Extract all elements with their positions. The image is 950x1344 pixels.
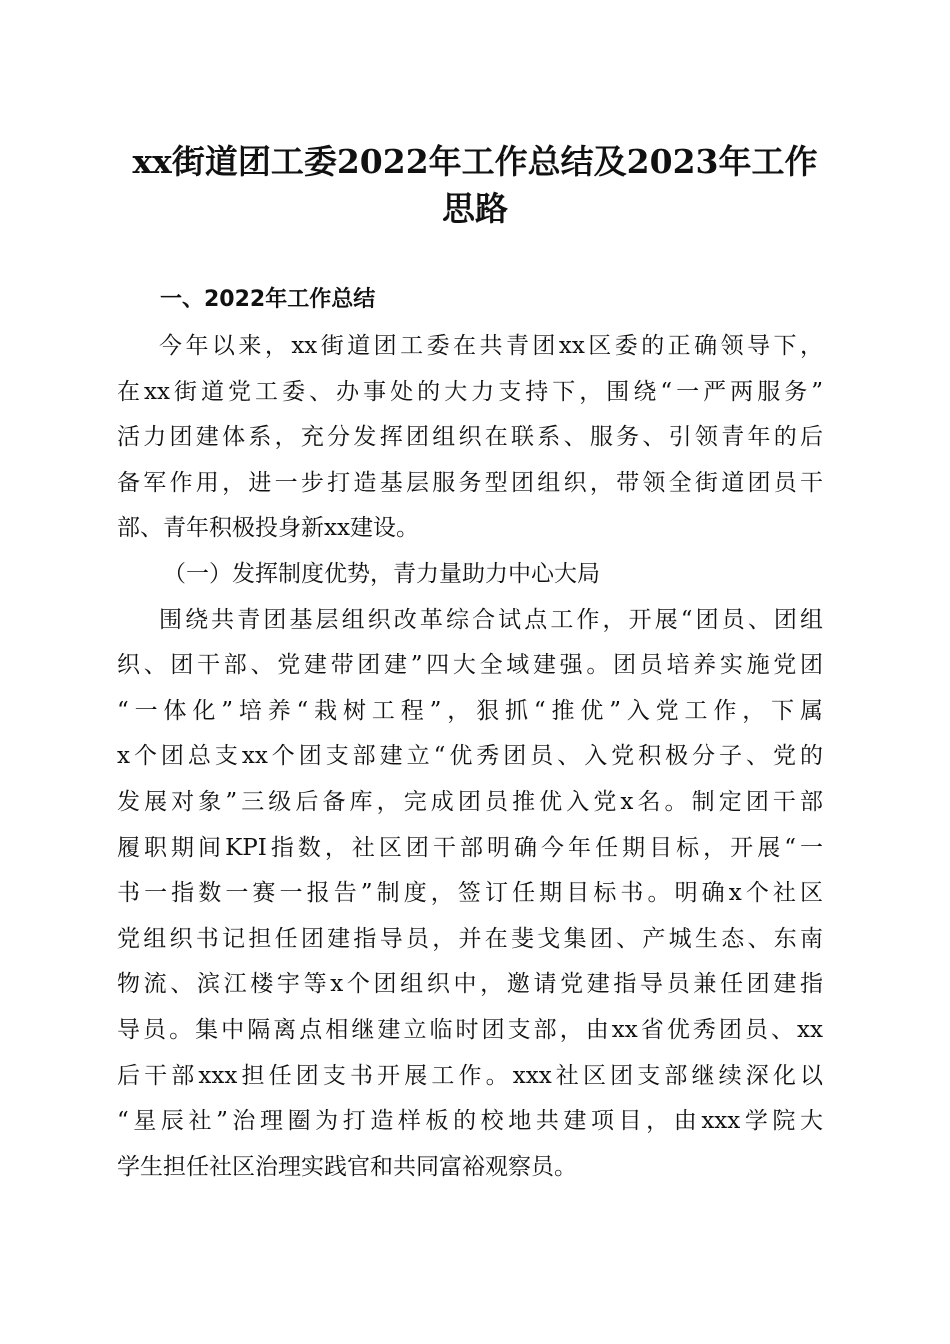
paragraph-line: 围绕共青团基层组织改革综合试点工作，开展“团员、团组 bbox=[159, 606, 823, 633]
paragraph-line: 活力团建体系，充分发挥团组织在联系、服务、引领青年的后 bbox=[117, 424, 823, 451]
paragraph-line: 履职期间KPI指数，社区团干部明确今年任期目标，开展“一 bbox=[117, 834, 823, 861]
title-line-1: xx街道团工委2022年工作总结及2023年工作 bbox=[132, 142, 818, 181]
paragraph-line: 备军作用，进一步打造基层服务型团组织，带领全街道团员干 bbox=[117, 469, 823, 496]
paragraph-line: 后干部xxx担任团支书开展工作。xxx社区团支部继续深化以 bbox=[117, 1062, 823, 1089]
paragraph-line: 学生担任社区治理实践官和共同富裕观察员。 bbox=[117, 1153, 577, 1180]
paragraph-line: 物流、滨江楼宇等x个团组织中，邀请党建指导员兼任团建指 bbox=[117, 971, 823, 998]
paragraph-line: 导员。集中隔离点相继建立临时团支部，由xx省优秀团员、xx bbox=[117, 1016, 823, 1043]
paragraph-line: “一体化”培养“栽树工程”，狠抓“推优”入党工作，下属 bbox=[117, 697, 823, 724]
title-line-2: 思路 bbox=[442, 189, 508, 228]
paragraph-line: 发展对象”三级后备库，完成团员推优入党x名。制定团干部 bbox=[117, 788, 823, 815]
paragraph-line: 书一指数一赛一报告”制度，签订任期目标书。明确x个社区 bbox=[117, 880, 823, 907]
paragraph-line: 今年以来，xx街道团工委在共青团xx区委的正确领导下， bbox=[159, 333, 823, 359]
subsection-heading: （一）发挥制度优势，青力量助力中心大局 bbox=[163, 560, 600, 587]
paragraph-line: 党组织书记担任团建指导员，并在斐戈集团、产城生态、东南 bbox=[117, 925, 823, 952]
paragraph-line: 织、团干部、党建带团建”四大全域建强。团员培养实施党团 bbox=[117, 652, 823, 679]
paragraph-line: 部、青年积极投身新xx建设。 bbox=[117, 515, 419, 542]
section-heading: 一、2022年工作总结 bbox=[160, 287, 376, 312]
paragraph-line: “星辰社”治理圈为打造样板的校地共建项目，由xxx学院大 bbox=[117, 1108, 823, 1135]
document-title bbox=[0, 138, 950, 232]
paragraph-line: x个团总支xx个团支部建立“优秀团员、入党积极分子、党的 bbox=[117, 743, 823, 770]
paragraph-line: 在xx街道党工委、办事处的大力支持下，围绕“一严两服务” bbox=[117, 378, 823, 405]
document-body bbox=[117, 324, 823, 1190]
